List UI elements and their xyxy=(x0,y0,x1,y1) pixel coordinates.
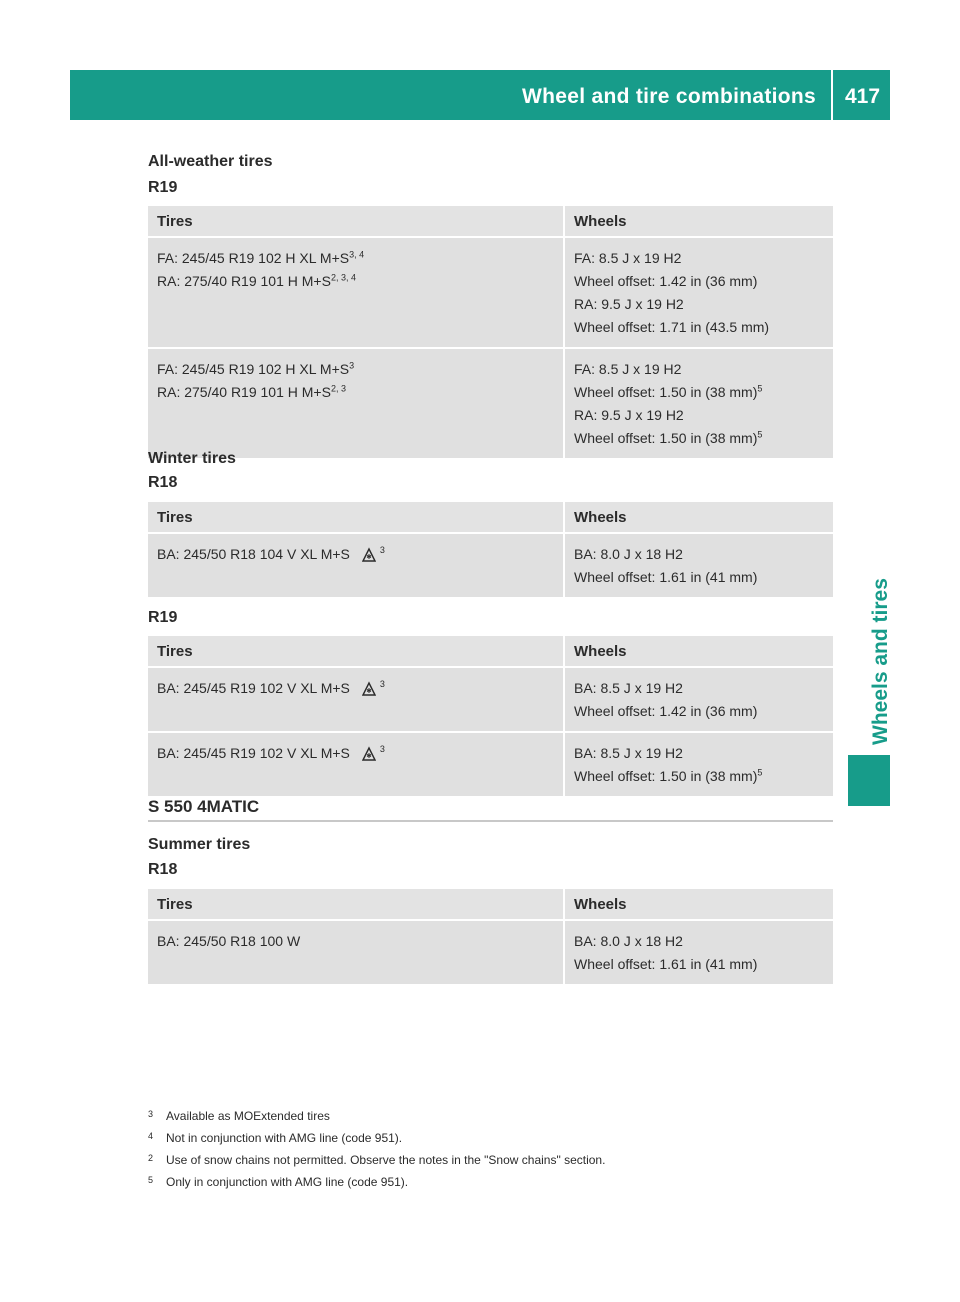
tire-line: RA: 275/40 R19 101 H $M+S^{2, 3}$ xyxy=(157,383,346,400)
wheels-cell xyxy=(564,732,833,797)
col-header-tires: Tires xyxy=(148,502,564,533)
footnotes xyxy=(148,1104,605,1192)
subsection-r18: R18 xyxy=(148,861,178,878)
wheel-line: Wheel offset: 1.50 in (38 mm)$^5$ xyxy=(574,767,763,784)
snowflake-mountain-icon xyxy=(362,547,376,562)
col-header-wheels: Wheels xyxy=(564,889,833,920)
table-row xyxy=(148,237,833,348)
snowflake-mountain-icon xyxy=(362,681,376,696)
wheels-cell xyxy=(564,237,833,348)
wheel-line: BA: 8.0 J x 18 H2 xyxy=(574,933,683,949)
col-header-tires: Tires xyxy=(148,889,564,920)
wheel-line: FA: 8.5 J x 19 H2 xyxy=(574,361,682,377)
wheels-cell xyxy=(564,533,833,598)
wheel-line: FA: 8.5 J x 19 H2 xyxy=(574,250,682,266)
tire-line: RA: 275/40 R19 101 H $M+S^{2, 3, 4}$ xyxy=(157,272,356,289)
tire-line: FA: 245/45 R19 102 H XL $M+S^3$ xyxy=(157,360,355,377)
header-bar xyxy=(70,70,890,120)
summer-r18-table xyxy=(148,889,833,986)
footnote: 5 Only in conjunction with AMG line (code 951). xyxy=(148,1175,409,1189)
side-tab-label: Wheels and tires xyxy=(869,578,892,745)
wheels-cell xyxy=(564,920,833,985)
tire-line: FA: 245/45 R19 102 H XL $M+S^{3, 4}$ xyxy=(157,249,365,266)
footnote: 3 Available as MOExtended tires xyxy=(148,1109,330,1123)
tires-cell: BA: 245/50 R18 104 V XL M+S $^3$ xyxy=(148,533,564,598)
subsection-r19: R19 xyxy=(148,179,178,196)
tires-cell xyxy=(148,237,564,348)
col-header-tires: Tires xyxy=(148,636,564,667)
wheel-line: Wheel offset: 1.61 in (41 mm) xyxy=(574,569,758,585)
wheel-line: Wheel offset: 1.71 in (43.5 mm) xyxy=(574,319,770,335)
page-number: 417 xyxy=(845,85,881,108)
wheel-line: Wheel offset: 1.61 in (41 mm) xyxy=(574,956,758,972)
section-title-summer: Summer tires xyxy=(148,836,251,853)
tires-cell: BA: 245/45 R19 102 V XL M+S $^3$ xyxy=(148,667,564,732)
col-header-wheels: Wheels xyxy=(564,636,833,667)
table-header-row xyxy=(148,889,833,920)
subsection-r18: R18 xyxy=(148,474,178,491)
table-header-row xyxy=(148,206,833,237)
table-row xyxy=(148,533,833,598)
table-header-row xyxy=(148,502,833,533)
winter-r19-table xyxy=(148,636,833,798)
wheel-line: BA: 8.5 J x 19 H2 xyxy=(574,680,683,696)
wheel-line: RA: 9.5 J x 19 H2 xyxy=(574,296,684,312)
section-title-winter: Winter tires xyxy=(148,450,236,467)
wheel-line: Wheel offset: 1.42 in (36 mm) xyxy=(574,703,758,719)
side-tab-block xyxy=(848,755,890,806)
tires-cell xyxy=(148,348,564,459)
tires-cell xyxy=(148,920,564,985)
snowflake-mountain-icon xyxy=(362,746,376,761)
section-title-s550: S 550 4MATIC xyxy=(148,797,260,816)
wheel-line: Wheel offset: 1.50 in (38 mm)$^5$ xyxy=(574,429,763,446)
table-row xyxy=(148,667,833,732)
col-header-wheels: Wheels xyxy=(564,502,833,533)
wheel-line: BA: 8.0 J x 18 H2 xyxy=(574,546,683,562)
col-header-tires: Tires xyxy=(148,206,564,237)
wheels-cell xyxy=(564,667,833,732)
section-title-all-weather: All-weather tires xyxy=(148,153,273,170)
wheels-cell xyxy=(564,348,833,459)
tires-cell: BA: 245/45 R19 102 V XL M+S $^3$ xyxy=(148,732,564,797)
table-row xyxy=(148,920,833,985)
section-divider xyxy=(148,820,833,822)
footnote: 4 Not in conjunction with AMG line (code 951). xyxy=(148,1131,403,1145)
wheel-line: Wheel offset: 1.50 in (38 mm)$^5$ xyxy=(574,383,763,400)
col-header-wheels: Wheels xyxy=(564,206,833,237)
table-row xyxy=(148,732,833,797)
subsection-r19: R19 xyxy=(148,609,178,626)
table-row xyxy=(148,348,833,459)
table-header-row xyxy=(148,636,833,667)
wheel-line: Wheel offset: 1.42 in (36 mm) xyxy=(574,273,758,289)
header-separator xyxy=(831,70,833,120)
all-weather-r19-table xyxy=(148,206,833,460)
tire-line: BA: 245/50 R18 100 W xyxy=(157,933,301,949)
winter-r18-table xyxy=(148,502,833,599)
wheel-line: RA: 9.5 J x 19 H2 xyxy=(574,407,684,423)
wheel-line: BA: 8.5 J x 19 H2 xyxy=(574,745,683,761)
footnote: 2 Use of snow chains not permitted. Observe the notes in the "Snow chains" section. xyxy=(148,1153,606,1167)
page-header-title: Wheel and tire combinations xyxy=(522,85,816,108)
